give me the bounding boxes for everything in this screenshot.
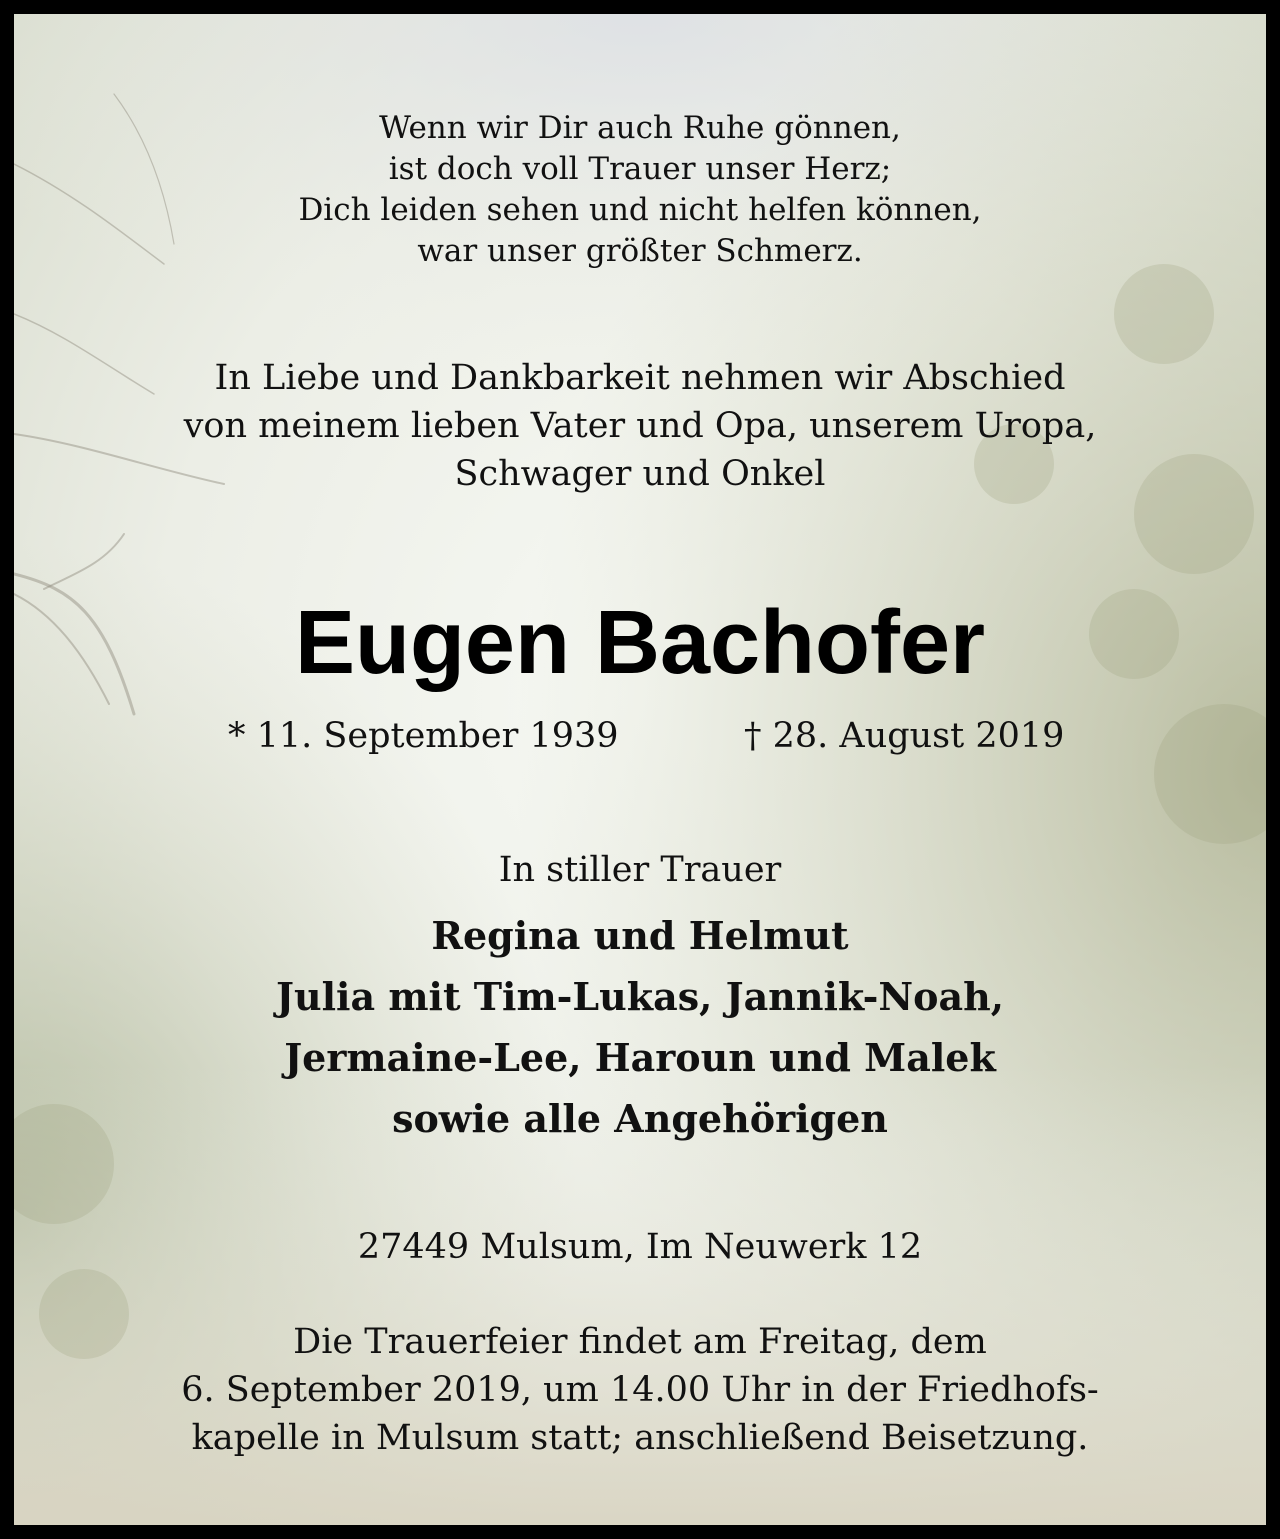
service-line: kapelle in Mulsum statt; anschließend Beisetzung. [191, 1418, 1089, 1458]
poem-line: war unser größter Schmerz. [417, 233, 863, 269]
intro-line: von meinem lieben Vater und Opa, unserem Uropa, [183, 406, 1097, 446]
intro-line: Schwager und Onkel [454, 454, 826, 494]
address-line: 27449 Mulsum, Im Neuwerk 12 [357, 1227, 923, 1267]
death-date: † 28. August 2019 [744, 716, 1065, 756]
poem-line: ist doch voll Trauer unser Herz; [388, 151, 892, 187]
service-line: 6. September 2019, um 14.00 Uhr in der Friedhofs- [181, 1370, 1099, 1410]
mourning-line: In stiller Trauer [498, 850, 782, 890]
deceased-name: Eugen Bachofer [294, 593, 986, 693]
mourner-line: Jermaine-Lee, Haroun und Malek [284, 1035, 996, 1080]
obituary-text-block [14, 14, 1266, 1525]
mourner-line: sowie alle Angehörigen [392, 1096, 888, 1141]
service-line: Die Trauerfeier findet am Freitag, dem [293, 1322, 987, 1362]
birth-date: * 11. September 1939 [228, 716, 619, 756]
poem-line: Wenn wir Dir auch Ruhe gönnen, [379, 110, 901, 146]
mourner-line: Julia mit Tim-Lukas, Jannik-Noah, [275, 974, 1004, 1019]
mourner-line: Regina und Helmut [431, 913, 849, 958]
intro-line: In Liebe und Dankbarkeit nehmen wir Abschied [214, 358, 1066, 398]
poem-line: Dich leiden sehen und nicht helfen können, [298, 192, 982, 228]
